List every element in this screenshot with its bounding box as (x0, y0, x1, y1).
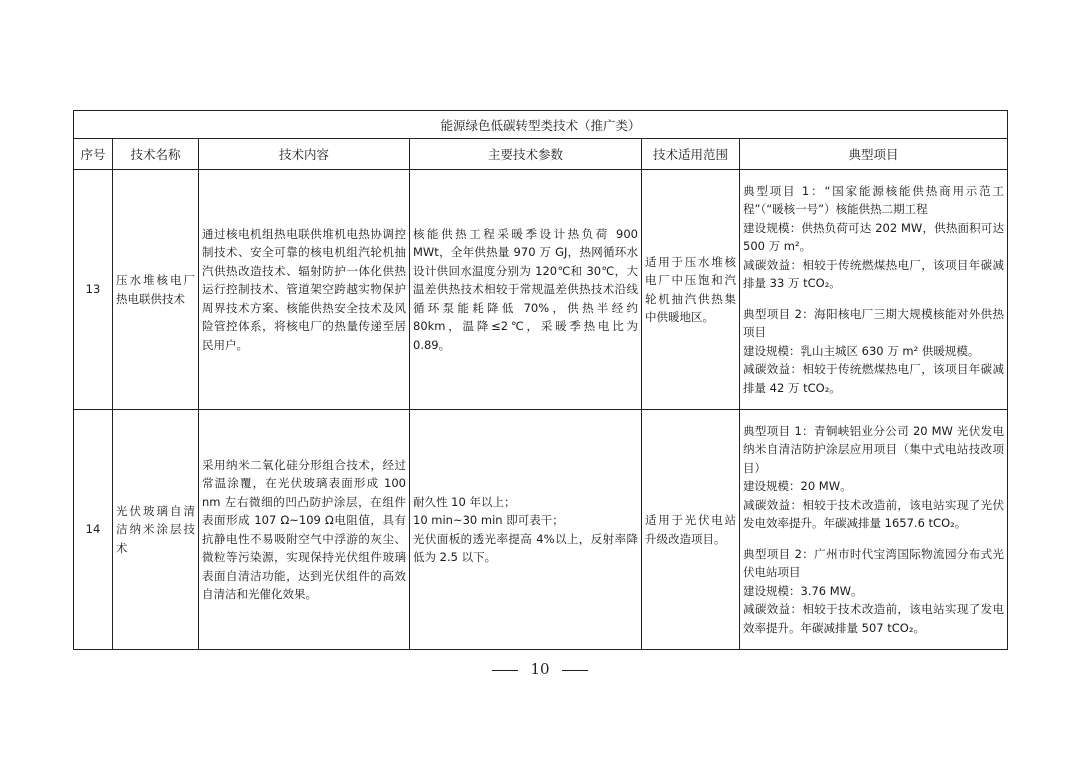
table-header-row (74, 139, 1008, 170)
header-content: 技术内容 (199, 139, 410, 170)
table-title-row (74, 111, 1008, 139)
header-name: 技术名称 (113, 139, 199, 170)
tech-scope: 适用于光伏电站升级改造项目。 (642, 410, 740, 650)
row-number: 14 (74, 410, 113, 650)
technology-table (73, 110, 1008, 650)
header-params: 主要技术参数 (410, 139, 642, 170)
tech-params: 核能供热工程采暖季设计热负荷 900 MWt，全年供热量 970 万 GJ，热网循环水设计供回水温度分别为 120℃和 30℃，大温差供热技术相较于常规温差供热技术沿线循环泵能耗降低 70%，供热半经约 80km，温降≤2℃，采暖季热电比为 0.89。 (410, 170, 642, 410)
header-scope: 技术适用范围 (642, 139, 740, 170)
tech-name: 压水堆核电厂热电联供技术 (113, 170, 199, 410)
typical-projects (740, 410, 1008, 650)
project-item: 典型项目 1：“国家能源核能供热商用示范工程”（“暖核一号”）核能供热二期工程 建设规模：供热负荷可达 202 MW，供热面积可达 500 万 m²。 减碳效益：相较于传统燃煤热电厂，该项目年碳减排量 33 万 tCO₂。 (743, 183, 1005, 291)
typical-projects (740, 170, 1008, 410)
table-title: 能源绿色低碳转型类技术（推广类） (74, 111, 1008, 139)
dash-right (562, 670, 588, 671)
page-number-text: 10 (530, 660, 550, 678)
project-item: 典型项目 2：广州市时代宝湾国际物流园分布式光伏电站项目 建设规模：3.76 MW。 减碳效益：相较于技术改造前，该电站实现了发电效率提升。年碳减排量 507 tCO₂。 (743, 546, 1005, 635)
project-item: 典型项目 1：青铜峡铝业分公司 20 MW 光伏发电纳米自清洁防护涂层应用项目（集中式电站技改项目） 建设规模：20 MW。 减碳效益：相较于技术改造前，该电站实现了光伏发电效率提升。年碳减排量 1657.6 tCO₂。 (743, 423, 1005, 531)
table-row (74, 170, 1008, 410)
project-gap (743, 533, 1004, 545)
dash-left (492, 670, 518, 671)
tech-content: 通过核电机组热电联供堆机电热协调控制技术、安全可靠的核电机组汽轮机抽汽供热改造技术、辐射防护一体化供热运行控制技术、管道架空跨越实物保护周界技术方案、核能供热安全技术及风险管控体系，将核电厂的热量传递至居民用户。 (199, 170, 410, 410)
header-examples: 典型项目 (740, 139, 1008, 170)
tech-name: 光伏玻璃自清洁纳米涂层技术 (113, 410, 199, 650)
tech-scope: 适用于压水堆核电厂中压饱和汽轮机抽汽供热集中供暖地区。 (642, 170, 740, 410)
row-number: 13 (74, 170, 113, 410)
table-row (74, 410, 1008, 650)
tech-content: 采用纳米二氧化硅分形组合技术，经过常温涂覆，在光伏玻璃表面形成 100 nm 左右微细的凹凸防护涂层，在组件表面形成 107 Ω~109 Ω电阻值，具有抗静电性不易吸附空气中浮游的灰尘、微粒等污染源，实现保持光伏组件玻璃表面自清洁功能，达到光伏组件的高效自清洁和光催化效果。 (199, 410, 410, 650)
project-item: 典型项目 2：海阳核电厂三期大规模核能对外供热项目 建设规模：乳山主城区 630 万 m² 供暖规模。 减碳效益：相较于传统燃煤热电厂，该项目年碳减排量 42 万 tCO₂。 (743, 306, 1005, 395)
tech-params: 耐久性 10 年以上； 10 min~30 min 即可表干； 光伏面板的透光率提高 4%以上，反射率降低为 2.5 以下。 (410, 410, 642, 650)
page-number (0, 660, 1080, 678)
header-no: 序号 (74, 139, 113, 170)
project-gap (743, 293, 1004, 305)
